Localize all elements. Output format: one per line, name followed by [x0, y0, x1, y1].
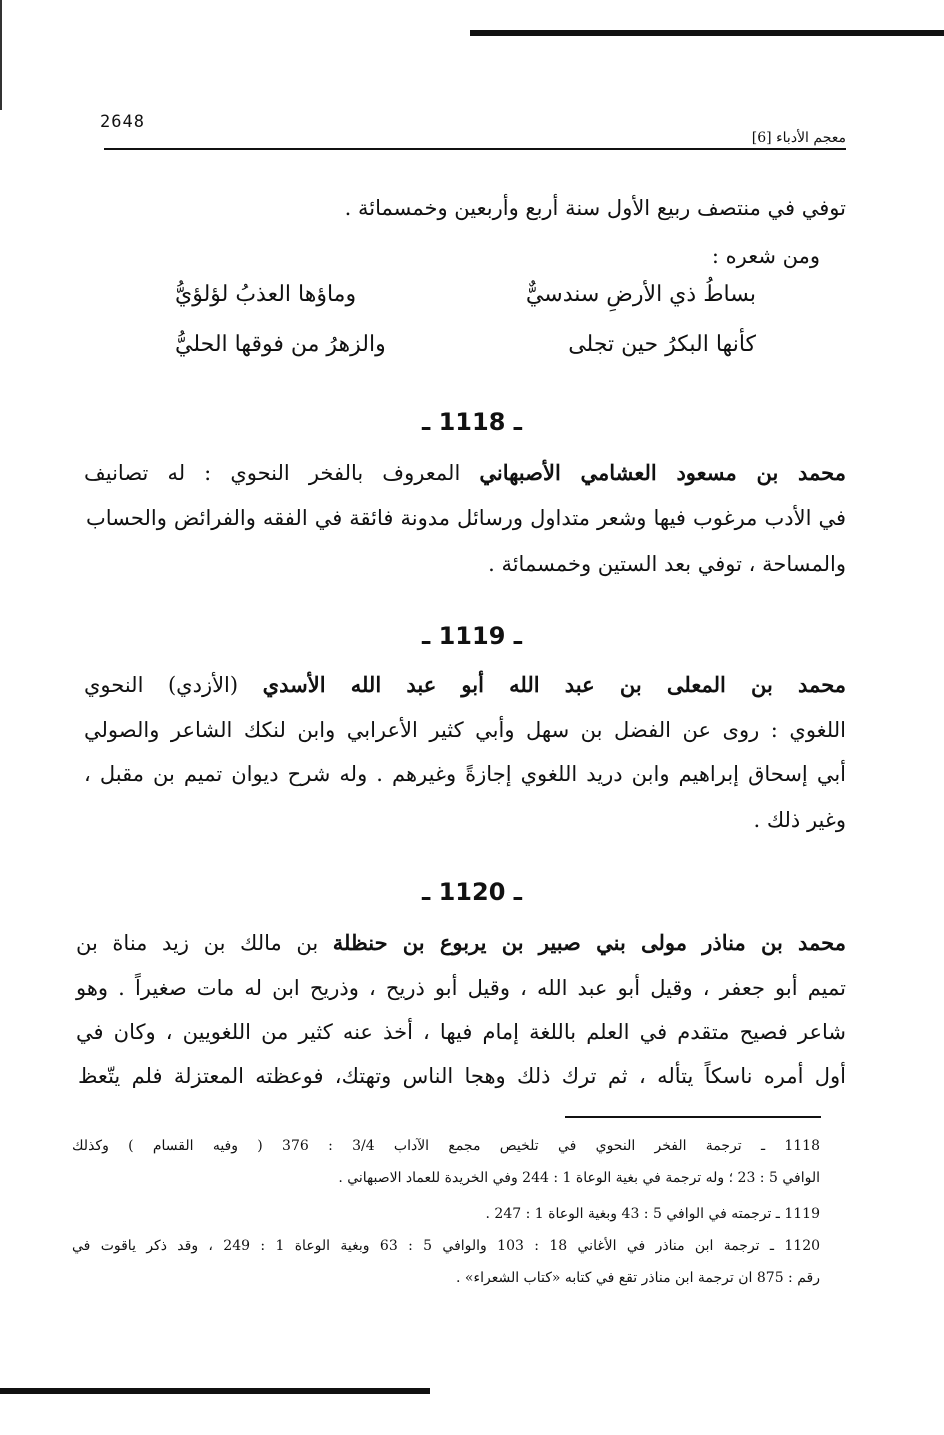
- page-number: 2648: [100, 112, 145, 132]
- running-title: معجم الأدباء [6]: [751, 130, 846, 146]
- verse-row: [175, 332, 846, 372]
- verse-hemistich-right: بساطُ ذي الأرضِ سندسيٌّ: [525, 282, 756, 307]
- entry-heading: ـ 1119 ـ: [422, 622, 522, 650]
- entry-text: المعروف بالفخر النحوي : له تصانيف: [84, 461, 461, 485]
- footnote-line: الوافي 5 : 23 ؛ وله ترجمة في بغية الوعاة 1 : 244 وفي الخريدة للعماد الاصبهاني .: [338, 1170, 820, 1186]
- entry-heading: ـ 1120 ـ: [422, 878, 522, 906]
- footnote-line: 1120 ـ ترجمة ابن مناذر في الأغاني 18 : 103 والوافي 5 : 63 وبغية الوعاة 1 : 249 ، وقد ذكر ياقوت في: [72, 1238, 821, 1254]
- entry-line: اللغوي : روى عن الفضل بن سهل وأبي كثير الأعرابي وابن لنكك الشاعر والصولي: [84, 718, 846, 742]
- verse-hemistich-left: وماؤها العذبُ لؤلؤيُّ: [175, 282, 357, 307]
- entry-name: محمد بن مسعود العشامي الأصبهاني: [479, 460, 846, 485]
- header-rule: [104, 148, 846, 150]
- footnote-line: رقم : 875 ان ترجمة ابن مناذر تقع في كتابه «كتاب الشعراء» .: [456, 1270, 820, 1286]
- entry-heading: ـ 1118 ـ: [422, 408, 522, 436]
- entry-text: بن مالك بن زيد مناة بن: [76, 931, 319, 955]
- footnote-line: 1119 ـ ترجمته في الوافي 5 : 43 وبغية الوعاة 1 : 247 .: [485, 1206, 820, 1222]
- scan-edge-top: [470, 30, 944, 36]
- scan-edge-bottom: [0, 1388, 430, 1394]
- entry-line: وغير ذلك .: [753, 808, 846, 832]
- entry-line: في الأدب مرغوب فيها وشعر متداول ورسائل مدونة فائقة في الفقه والفرائض والحساب: [86, 506, 846, 530]
- intro-death-line: توفي في منتصف ربيع الأول سنة أربع وأربعين وخمسمائة .: [344, 196, 846, 220]
- verse-hemistich-right: كأنها البكرُ حين تجلى: [568, 332, 756, 357]
- entry-first-line: [84, 672, 846, 697]
- entry-line: تميم أبو جعفر ، وقيل أبو عبد الله ، وقيل أبو ذريح ، وذريح ابن له مات صغيراً . وهو: [76, 976, 846, 1000]
- entry-line: شاعر فصيح متقدم في العلم باللغة إمام فيها ، أخذ عنه كثير من اللغويين ، وكان في: [76, 1020, 846, 1044]
- entry-text: (الأزدي) النحوي: [84, 673, 239, 697]
- poetry-intro: ومن شعره :: [711, 244, 820, 268]
- entry-name: محمد بن المعلى بن عبد الله أبو عبد الله الأسدي: [262, 672, 846, 697]
- verse-hemistich-left: والزهرُ من فوقها الحليُّ: [175, 332, 386, 357]
- entry-name: محمد بن مناذر مولى بني صبير بن يربوع بن حنظلة: [332, 930, 846, 955]
- footnote-rule: [565, 1116, 821, 1118]
- entry-first-line: [76, 930, 846, 955]
- verse-row: [175, 282, 846, 322]
- entry-line: والمساحة ، توفي بعد الستين وخمسمائة .: [488, 552, 846, 576]
- entry-line: أول أمره ناسكاً يتأله ، ثم ترك ذلك وهجا الناس وتهتك، فوعظته المعتزلة فلم يتّعظ: [78, 1064, 846, 1088]
- entry-first-line: [84, 460, 846, 485]
- scan-edge-left: [0, 0, 2, 110]
- footnote-line: 1118 ـ ترجمة الفخر النحوي في تلخيص مجمع الآداب 3/4 : 376 ( وفيه القسام ) وكذلك: [72, 1138, 820, 1154]
- entry-line: أبي إسحاق إبراهيم وابن دريد اللغوي إجازةً وغيرهم . وله شرح ديوان تميم بن مقبل ،: [84, 762, 846, 786]
